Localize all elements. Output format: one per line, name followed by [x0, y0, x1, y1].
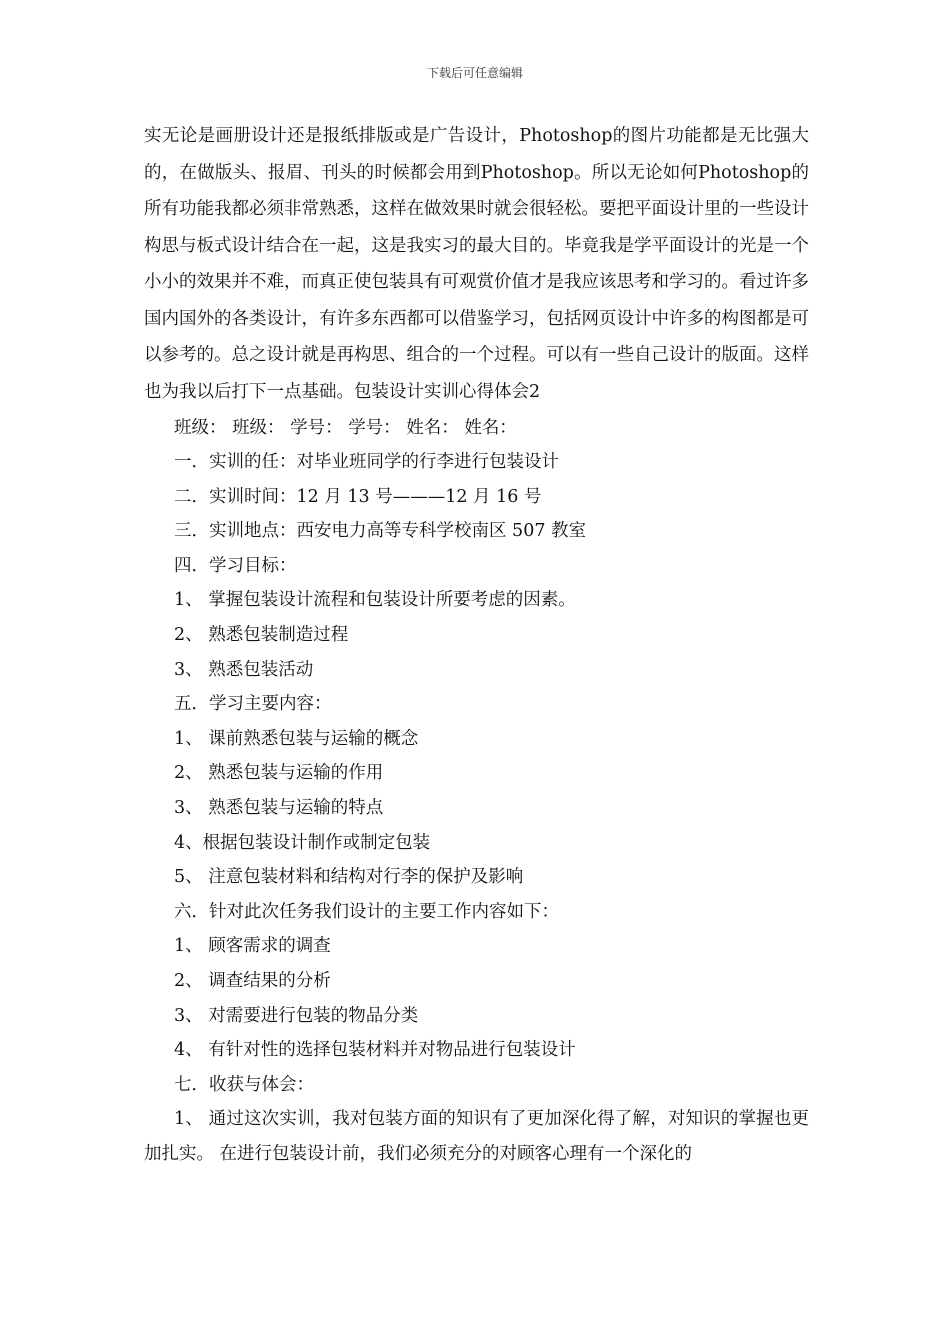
section-location: 三．实训地点：西安电力高等专科学校南区 507 教室 — [174, 521, 587, 542]
list-item: 3、 熟悉包装活动 — [174, 659, 314, 680]
list-item: 1、 掌握包装设计流程和包装设计所要考虑的因素。 — [174, 590, 576, 611]
list-item: 4、根据包装设计制作或制定包装 — [174, 832, 431, 853]
list-item: 5、 注意包装材料和结构对行李的保护及影响 — [174, 867, 524, 888]
section-harvest-heading: 七．收获与体会： — [174, 1074, 314, 1095]
list-item: 2、 熟悉包装制造过程 — [174, 625, 349, 646]
list-item: 4、 有针对性的选择包装材料并对物品进行包装设计 — [174, 1040, 576, 1061]
class-info-line: 班级： 班级： 学号： 学号： 姓名： 姓名： — [174, 417, 517, 438]
closing-paragraph: 1、 通过这次实训，我对包装方面的知识有了更加深化得了解，对知识的掌握也更加扎实。 在进行包装设计前，我们必须充分的对顾客心理有一个深化的 — [144, 1109, 809, 1164]
list-item: 1、 课前熟悉包装与运输的概念 — [174, 728, 419, 749]
intro-paragraph: 实无论是画册设计还是报纸排版或是广告设计，Photoshop的图片功能都是无比强大的，在做版头、报眉、刊头的时候都会用到Photoshop。所以无论如何Photoshop的所有功能我都必须非常熟悉，这样在做效果时就会很轻松。要把平面设计里的一些设计构思与板式设计结合在一起，这是我实习的最大目的。毕竟我是学平面设计的光是一个小小的效果并不难，而真正使包装具有可观赏价值才是我应该思考和学习的。看过许多国内国外的各类设计，有许多东西都可以借鉴学习，包括网页设计中许多的构图都是可以参考的。总之设计就是再构思、组合的一个过程。可以有一些自己设计的版面。这样也为我以后打下一点基础。包装设计实训心得体会2 — [144, 126, 809, 402]
section-work-heading: 六．针对此次任务我们设计的主要工作内容如下： — [174, 901, 559, 922]
page-header: 下载后可任意编辑 — [426, 66, 523, 80]
document-body — [144, 118, 809, 1172]
list-item: 2、 调查结果的分析 — [174, 971, 331, 991]
section-goals-heading: 四．学习目标： — [174, 555, 297, 576]
list-item: 2、 熟悉包装与运输的作用 — [174, 763, 384, 784]
section-time: 二．实训时间：12 月 13 号———12 月 16 号 — [174, 486, 542, 507]
list-item: 3、 熟悉包装与运输的特点 — [174, 798, 384, 819]
list-item: 3、 对需要进行包装的物品分类 — [174, 1005, 419, 1026]
section-task: 一．实训的任：对毕业班同学的行李进行包装设计 — [174, 452, 559, 473]
section-content-heading: 五．学习主要内容： — [174, 694, 332, 715]
list-item: 1、 顾客需求的调查 — [174, 936, 331, 957]
